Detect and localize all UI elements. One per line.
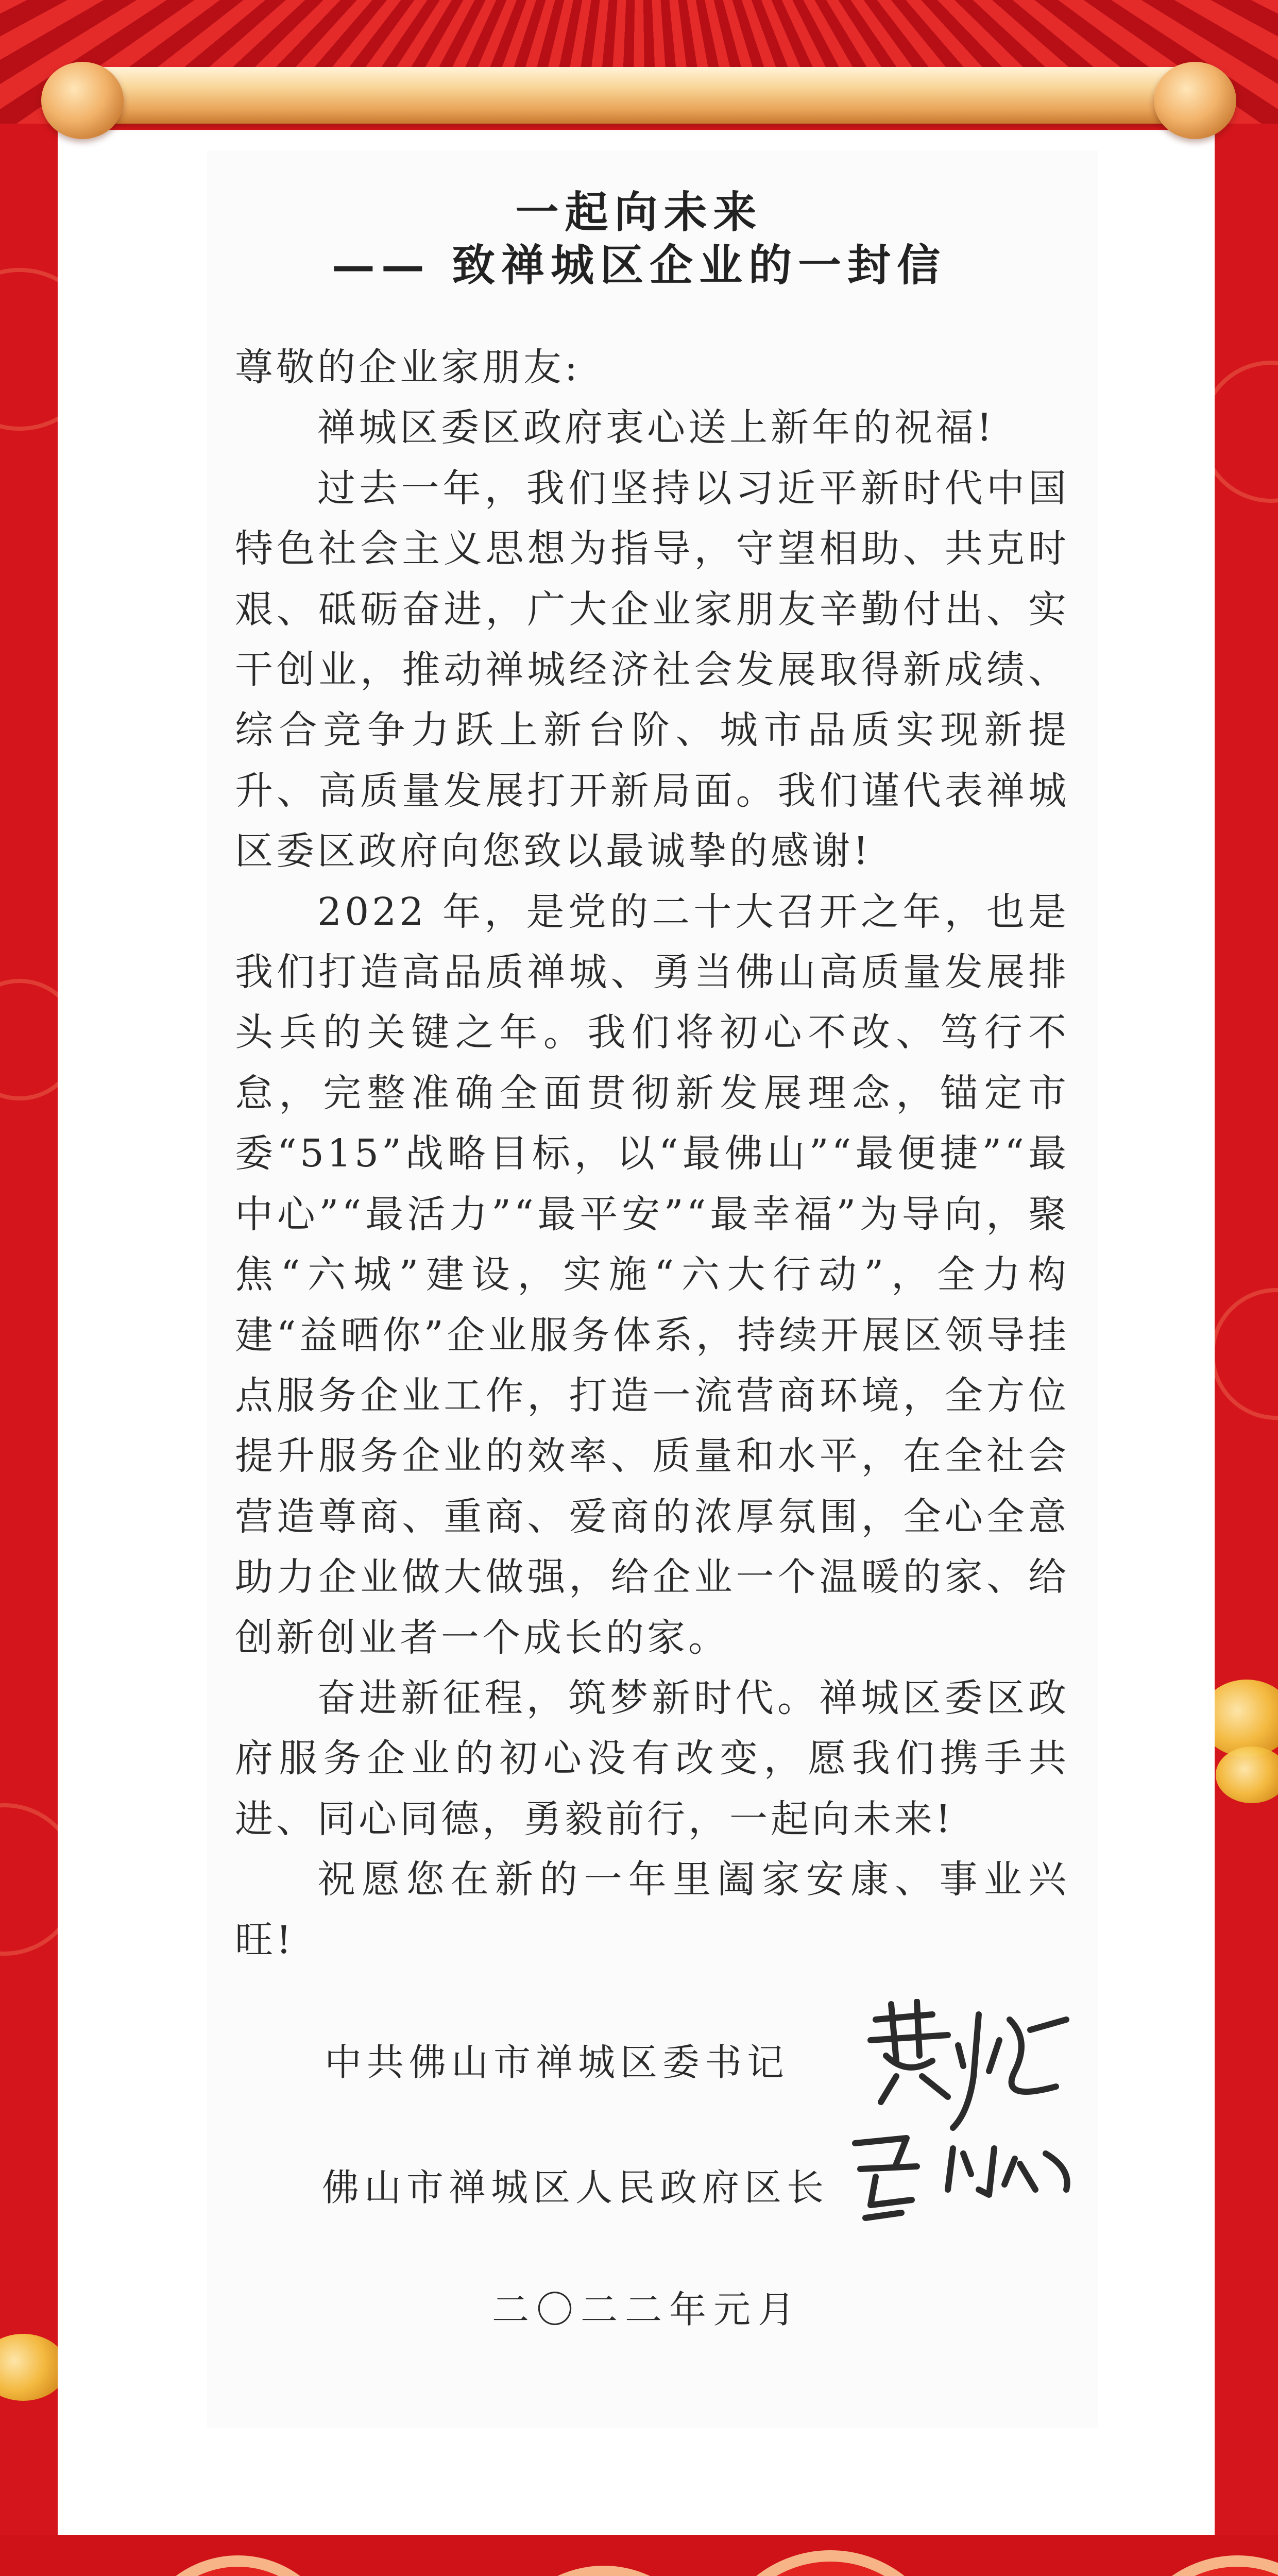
letter-paragraph: 过去一年，我们坚持以习近平新时代中国特色社会主义思想为指导，守望相助、共克时艰、砥砺奋进，广大企业家朋友辛勤付出、实干创业，推动禅城经济社会发展取得新成绩、综合竞争力跃上新台阶、城市品质实现新提升、高质量发展打开新局面。我们谨代表禅城区委区政府向您致以最诚挚的感谢!	[235, 466, 1069, 874]
letter-date: 二〇二二年元月	[492, 2288, 803, 2331]
cloud-shape	[711, 2550, 950, 2576]
letter-paragraph: 奋进新征程，筑梦新时代。禅城区委区政府服务企业的初心没有改变，愿我们携手共进、同心同德，勇毅前行，一起向未来!	[235, 1675, 1069, 1841]
scroll-rod	[82, 67, 1195, 124]
letter-paragraph: 祝愿您在新的一年里阖家安康、事业兴旺!	[235, 1857, 1069, 1962]
salutation: 尊敬的企业家朋友:	[235, 345, 581, 389]
cloud-shape	[1123, 2555, 1278, 2576]
gold-cloud-decoration	[1216, 1747, 1278, 1803]
bottom-cloud-band	[0, 2535, 1278, 2576]
letter-body	[235, 337, 1069, 1971]
cloud-shape	[495, 2566, 713, 2576]
letter-paragraph: 禅城区委区政府衷心送上新年的祝福!	[317, 405, 995, 450]
letter-subtitle: —— 致禅城区企业的一封信	[331, 240, 947, 291]
scroll-knob-left	[41, 62, 124, 139]
gold-cloud-decoration	[0, 2334, 67, 2401]
handwritten-signature-secretary	[860, 1999, 1077, 2133]
handwritten-signature-district-head	[845, 2128, 1082, 2231]
letter-paragraph: 2022 年，是党的二十大召开之年，也是我们打造高品质禅城、勇当佛山高质量发展排头兵的关键之年。我们将初心不改、笃行不怠，完整准确全面贯彻新发展理念，锚定市委“515”战略目标，以“最佛山”“最便捷”“最中心”“最活力”“最平安”“最幸福”为导向，聚焦“六城”建设，实施“六大行动”，全力构建“益晒你”企业服务体系，持续开展区领导挂点服务企业工作，打造一流营商环境，全方位提升服务企业的效率、质量和水平，在全社会营造尊商、重商、爱商的浓厚氛围，全心全意助力企业做大做强，给企业一个温暖的家、给创新创业者一个成长的家。	[235, 889, 1069, 1660]
letter-title: 一起向未来	[515, 187, 763, 238]
scroll-knob-right	[1154, 62, 1236, 139]
signatory-title-secretary: 中共佛山市禅城区委书记	[325, 2041, 790, 2084]
right-curl-decoration	[1211, 1288, 1278, 1420]
signatory-title-district-head: 佛山市禅城区人民政府区长	[322, 2166, 829, 2209]
cloud-shape	[134, 2555, 342, 2576]
